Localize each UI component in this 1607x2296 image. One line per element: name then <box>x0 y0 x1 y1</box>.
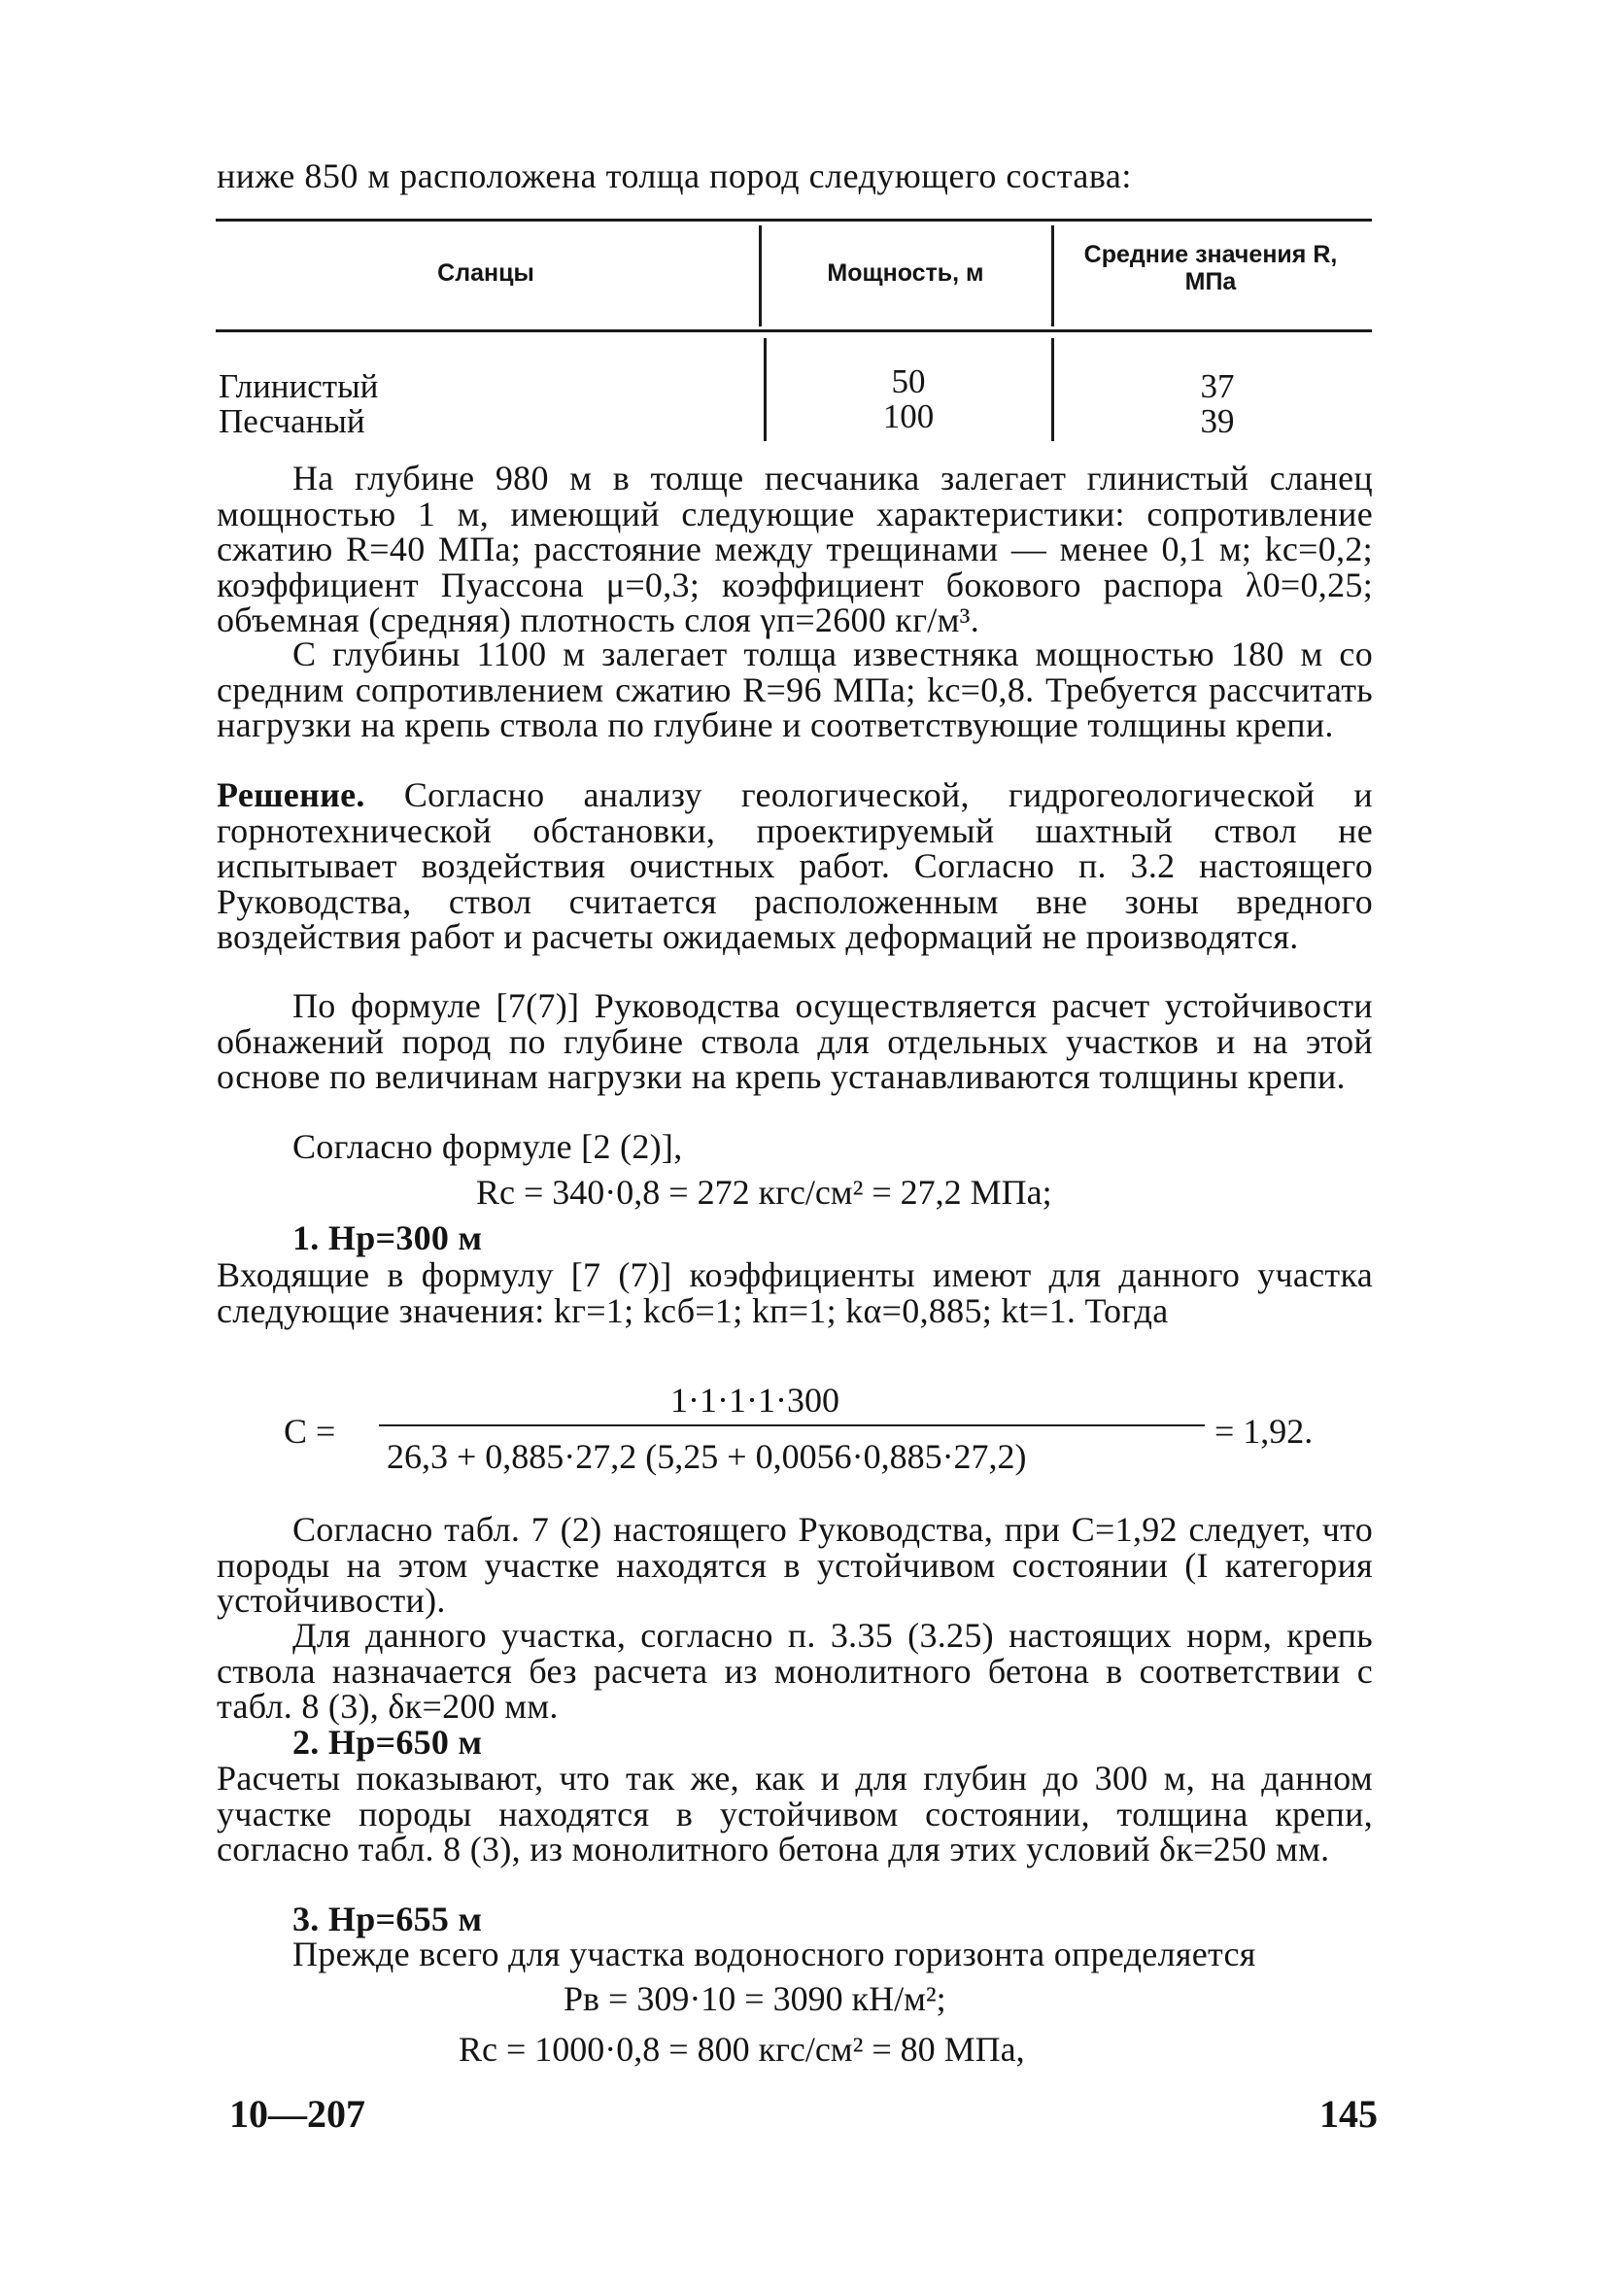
paragraph <box>217 1936 1373 1972</box>
formula-rhs: = 1,92. <box>1214 1412 1314 1451</box>
table-vline-2 <box>1051 225 1054 326</box>
paragraph-text: Согласно анализу геологической, гидрогеологической и горнотехнической обстановки, проектируемый шахтный ствол не испытывает воздействия очистных работ. Согласно п. 3.2 настоящего Руководства, ствол считается расположенным вне зоны вредного воздействия работ и расчеты ожидаемых деформаций не производятся. <box>217 775 1373 956</box>
paragraph-text: С глубины 1100 м залегает толща известняка мощностью 180 м со средним сопротивлением сжатию R=96 МПа; kc=0,8. Требуется рассчитать нагрузки на крепь ствола по глубине и соответствующие толщины крепи. <box>217 634 1373 744</box>
table-header-rule <box>216 329 1372 332</box>
formula-numerator: 1·1·1·1·300 <box>670 1381 839 1420</box>
paragraph-text: Согласно формуле [2 (2)], <box>292 1127 683 1166</box>
formula-rc-2: Rс = 1000·0,8 = 800 кгс/см² = 80 МПа, <box>459 2030 1025 2069</box>
solution-lead: Решение. <box>217 775 365 814</box>
formula-rc-1: Rс = 340·0,8 = 272 кгс/см² = 27,2 МПа; <box>476 1173 1052 1212</box>
table-cell: 37 <box>1200 367 1235 405</box>
table-cell: 39 <box>1200 402 1235 440</box>
footer-signature-mark: 10—207 <box>229 2092 365 2136</box>
table-vline-3 <box>764 338 767 441</box>
section-heading <box>217 1902 1373 1937</box>
paragraph <box>217 1257 1373 1328</box>
heading-text: 2. Hр=650 м <box>292 1723 483 1762</box>
table-cell: 50 <box>891 362 926 400</box>
paragraph-text: Прежде всего для участка водоносного горизонта определяется <box>292 1935 1256 1973</box>
table-header-slates: Сланцы <box>437 259 534 287</box>
paragraph <box>217 988 1373 1095</box>
paragraph-text: По формуле [7(7)] Руководства осуществляется расчет устойчивости обнажений пород по глубине ствола для отдельных участков и на этой основе по величинам нагрузки на крепь устанавливаются толщины крепи. <box>217 986 1373 1096</box>
heading-text: 3. Hр=655 м <box>292 1900 483 1938</box>
formula-pv: Pв = 309·10 = 3090 кН/м²; <box>564 1979 946 2018</box>
formula-lhs: C = <box>284 1412 336 1451</box>
paragraph <box>217 1512 1373 1619</box>
table-top-rule <box>216 219 1372 222</box>
paragraph <box>217 1129 1373 1165</box>
table-header-thickness: Мощность, м <box>827 259 984 287</box>
paragraph-text: Для данного участка, согласно п. 3.35 (3.25) настоящих норм, крепь ствола назначается без расчета из монолитного бетона в соответствии с табл. 8 (3), δк=200 мм. <box>217 1616 1373 1726</box>
section-heading <box>217 1725 1373 1761</box>
table-vline-4 <box>1051 338 1054 441</box>
table-vline-1 <box>759 225 762 326</box>
paragraph <box>217 461 1373 638</box>
paragraph-text: Входящие в формулу [7 (7)] коэффициенты имеют для данного участка следующие значения: kг=1; kсб=1; kп=1; kα=0,885; kt=1. Тогда <box>217 1255 1373 1330</box>
table-cell: Песчаный <box>219 402 365 440</box>
table-header-r: Средние значения R, МПа <box>1083 241 1338 295</box>
paragraph <box>217 636 1373 743</box>
intro-line: ниже 850 м расположена толща пород следующего состава: <box>217 156 1132 195</box>
paragraph-text: На глубине 980 м в толще песчаника залегает глинистый сланец мощностью 1 м, имеющий следующие характеристики: сопротивление сжатию R=40 МПа; расстояние между трещинами — менее 0,1 м; kc=0,2; коэффициент Пуассона μ=0,3; коэффициент бокового распора λ0=0,25; объемная (средняя) плотность слоя γп=2600 кг/м³. <box>217 459 1373 639</box>
fraction-bar <box>379 1424 1205 1426</box>
paragraph <box>217 1618 1373 1725</box>
formula-denominator: 26,3 + 0,885·27,2 (5,25 + 0,0056·0,885·27,2) <box>387 1437 1027 1476</box>
table-cell: Глинистый <box>219 367 379 405</box>
paragraph-text: Согласно табл. 7 (2) настоящего Руководства, при C=1,92 следует, что породы на этом участке находятся в устойчивом состоянии (I категория устойчивости). <box>217 1510 1373 1620</box>
paragraph-text: Расчеты показывают, что так же, как и для глубин до 300 м, на данном участке породы находятся в устойчивом состоянии, толщина крепи, согласно табл. 8 (3), из монолитного бетона для этих условий δк=250 мм. <box>217 1759 1373 1868</box>
section-heading <box>217 1220 1373 1256</box>
page-number: 145 <box>1319 2092 1378 2136</box>
solution-paragraph <box>217 777 1373 955</box>
table-cell: 100 <box>882 397 935 435</box>
heading-text: 1. Hр=300 м <box>292 1218 483 1257</box>
paragraph <box>217 1761 1373 1868</box>
